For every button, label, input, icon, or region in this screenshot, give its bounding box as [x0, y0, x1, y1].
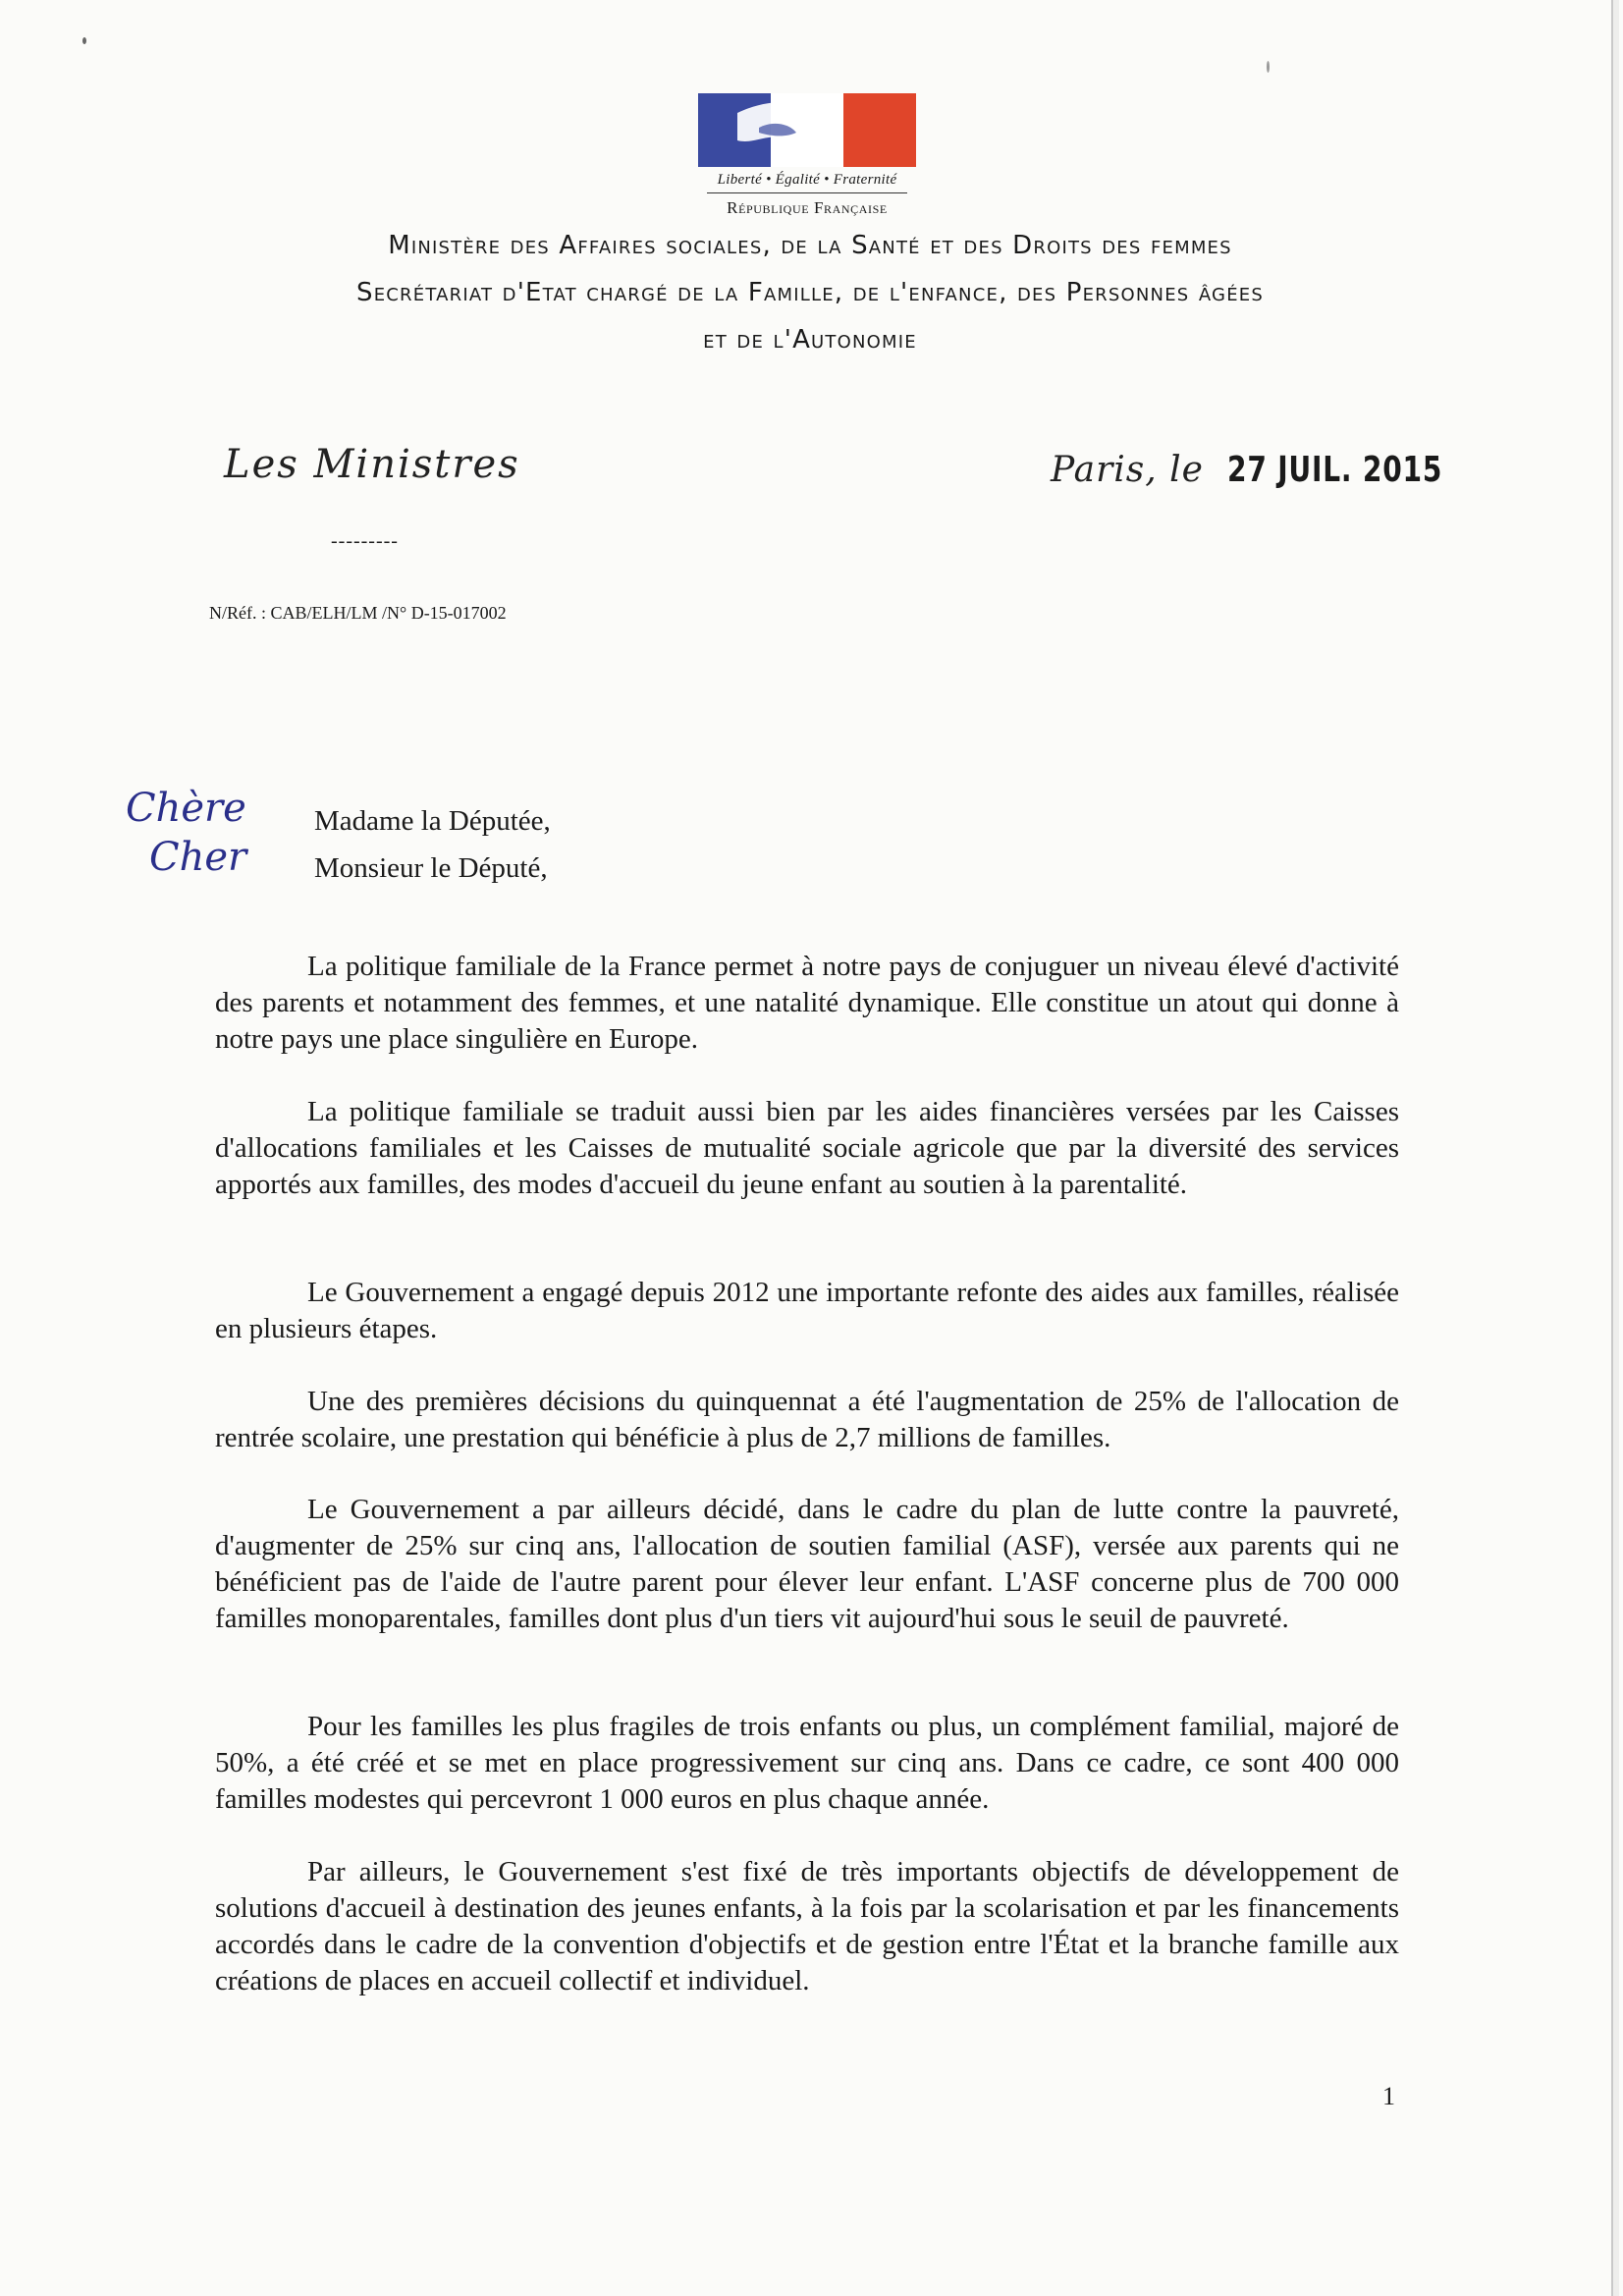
- date-line: [1051, 450, 1503, 490]
- body-paragraph: Pour les familles les plus fragiles de trois enfants ou plus, un complément familial, majoré de 50%, a été créé et se met en place progressivement sur cinq ans. Dans ce cadre, ce sont 400 000 familles modestes qui percevront 1 000 euros en plus chaque année.: [215, 1711, 1399, 1815]
- ministry-line-2: Secrétariat d'Etat chargé de la Famille, de l'enfance, des Personnes âgées: [356, 278, 1264, 307]
- separator-dashes: ---------: [331, 530, 399, 552]
- ministry-line-3: et de l'Autonomie: [703, 325, 917, 355]
- body-paragraph: La politique familiale se traduit aussi bien par les aides financières versées par les Caisses d'allocations familiales et les Caisses de mutualité sociale agricole que par la diversité des services apportés aux familles, des modes d'accueil du jeune enfant au soutien à la parentalité.: [215, 1096, 1399, 1200]
- devise-rule: [707, 192, 907, 193]
- date-stamp: 27 JUIL. 2015: [1226, 450, 1443, 490]
- body-paragraph: Le Gouvernement a par ailleurs décidé, dans le cadre du plan de lutte contre la pauvreté, d'augmenter de 25% sur cinq ans, l'allocation de soutien familial (ASF), versée aux parents qui ne bénéficient pas de l'aide de l'autre parent pour élever leur enfant. L'ASF concerne plus de 700 000 familles monoparentales, familles dont plus d'un tiers vit aujourd'hui sous le seuil de pauvreté.: [215, 1494, 1399, 1634]
- devise: Liberté • Égalité • Fraternité: [717, 172, 897, 188]
- marianne-logo: [698, 93, 916, 167]
- body-paragraph: Une des premières décisions du quinquennat a été l'augmentation de 25% de l'allocation de rentrée scolaire, une prestation qui bénéficie à plus de 2,7 millions de familles.: [215, 1386, 1399, 1453]
- body-paragraph: Par ailleurs, le Gouvernement s'est fixé de très importants objectifs de développement de solutions d'accueil à destination des jeunes enfants, à la fois par la scolarisation et par les financements accordés dans le cadre de la convention d'objectifs et de gestion entre l'État et la branche famille aux créations de places en accueil collectif et individuel.: [215, 1856, 1399, 1996]
- body-paragraph: Le Gouvernement a engagé depuis 2012 une importante refonte des aides aux familles, réalisée en plusieurs étapes.: [215, 1277, 1399, 1344]
- salutation-line-1: Madame la Députée,: [314, 805, 551, 837]
- date-place: Paris, le: [1051, 450, 1204, 490]
- page-number: 1: [1382, 2082, 1395, 2110]
- republique-francaise: République Française: [727, 198, 888, 217]
- scan-speck: [82, 37, 86, 44]
- handwritten-annotation: Chère: [126, 786, 246, 831]
- signatory-label: Les Ministres: [224, 442, 520, 487]
- ministry-line-1: Ministère des Affaires sociales, de la Santé et des Droits des femmes: [388, 231, 1232, 260]
- body-paragraph: La politique familiale de la France permet à notre pays de conjuguer un niveau élevé d'activité des parents et notamment des femmes, et une natalité dynamique. Elle constitue un atout qui donne à notre pays une place singulière en Europe.: [215, 951, 1399, 1055]
- handwritten-annotation: Cher: [149, 835, 247, 880]
- scan-page-edge: [1611, 0, 1619, 2296]
- salutation-line-2: Monsieur le Député,: [314, 852, 548, 884]
- scan-speck: [1267, 61, 1270, 73]
- reference-number: N/Réf. : CAB/ELH/LM /N° D-15-017002: [209, 603, 507, 623]
